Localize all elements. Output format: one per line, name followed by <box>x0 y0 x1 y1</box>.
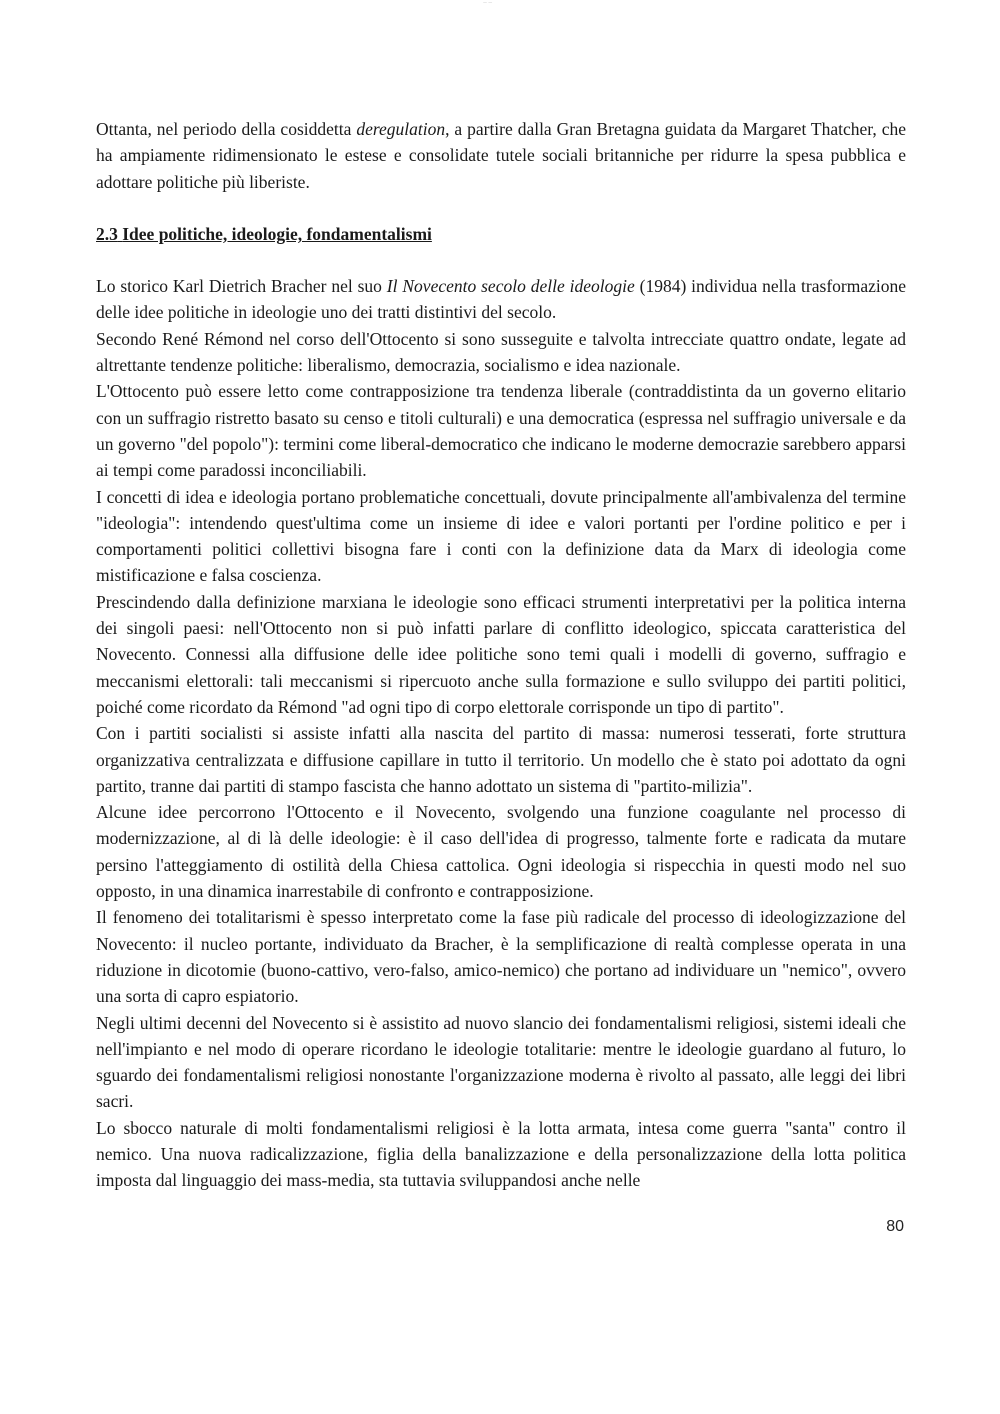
spacer <box>96 247 906 273</box>
intro-text-b: , a partire dalla Gran Bretagna guidata da Margaret Thatcher, che ha ampiamente ridimensionato le estese e consolidate tutele sociali britanniche per ridurre la spesa pubblica e adottare politiche più liberiste. <box>96 119 906 192</box>
intro-text-a: Ottanta, nel periodo della cosiddetta <box>96 119 357 139</box>
p1-book-title: Il Novecento secolo delle ideologie <box>386 276 635 297</box>
header-mark: — — <box>483 0 493 5</box>
section-heading <box>96 221 906 247</box>
paragraph: Lo sbocco naturale di molti fondamentalismi religiosi è la lotta armata, intesa come guerra "santa" contro il nemico. Una nuova radicalizzazione, figlia della banalizzazione e della personalizzazione della lotta politica imposta dal linguaggio dei mass-media, sta tuttavia sviluppandosi anche nelle <box>96 1117 906 1191</box>
intro-paragraph <box>96 116 906 195</box>
page-number: 80 <box>886 1218 904 1235</box>
paragraph: Alcune idee percorrono l'Ottocento e il Novecento, svolgendo una funzione coagulante nel processo di modernizzazione, al di là delle ideologie: è il caso dell'idea di progresso, talmente forte e radicata da mutare persino l'atteggiamento di ostilità della Chiesa cattolica. Ogni ideologia si rispecchia in questi modo nel suo opposto, in una dinamica inarrestabile di confronto e contrapposizione. <box>96 802 906 902</box>
section-number: 2.3 <box>96 223 118 244</box>
spacer <box>96 195 906 221</box>
p1-text-b: (1984) individua nella trasformazione delle idee politiche in ideologie uno dei tratti distintivi del secolo. <box>96 276 907 323</box>
paragraph: Il fenomeno dei totalitarismi è spesso interpretato come la fase più radicale del processo di ideologizzazione del Novecento: il nucleo portante, individuato da Bracher, è la semplificazione di realtà complesse operata in una riduzione in dicotomie (buono-cattivo, vero-falso, amico-nemico) che portano ad individuare un "nemico", ovvero una sorta di capro espiatorio. <box>96 907 906 1007</box>
section-title: Idee politiche, ideologie, fondamentalismi <box>122 223 432 244</box>
paragraph: I concetti di idea e ideologia portano problematiche concettuali, dovute principalmente all'ambivalenza del termine "ideologia": intendendo quest'ultima come un insieme di idee e valori portanti per l'ordine politico e per i comportamenti politici collettivi bisogna fare i conti con la definizione data da Marx di ideologia come mistificazione e falsa coscienza. <box>96 486 906 586</box>
p1-text-a: Lo storico Karl Dietrich Bracher nel suo <box>96 276 387 297</box>
paragraph: Prescindendo dalla definizione marxiana le ideologie sono efficaci strumenti interpretativi per la politica interna dei singoli paesi: nell'Ottocento non si può infatti parlare di conflitto ideologico, spiccata caratteristica del Novecento. Connessi alla diffusione delle idee politiche sono temi quali i modelli di governo, suffragio e meccanismi elettorali: tali meccanismi si ripercuoto anche sulla formazione e sullo sviluppo dei partiti politici, poiché come ricordato da Rémond "ad ogni tipo di corpo elettorale corrisponde un tipo di partito". <box>96 591 906 717</box>
paragraph: Secondo René Rémond nel corso dell'Ottocento si sono susseguite e talvolta intrecciate quattro ondate, legate ad altrettante tendenze politiche: liberalismo, democrazia, socialismo e idea nazionale. <box>96 328 906 376</box>
document-body <box>96 116 906 1194</box>
paragraph: L'Ottocento può essere letto come contrapposizione tra tendenza liberale (contraddistinta da un governo elitario con un suffragio ristretto basato su censo e titoli culturali) e una democratica (espressa nel suffragio universale e da un governo "del popolo"): termini come liberal-democratico che indicano le moderne democrazie sarebbero apparsi ai tempi come paradossi inconciliabili. <box>96 381 906 481</box>
paragraph: Con i partiti socialisti si assiste infatti alla nascita del partito di massa: numerosi tesserati, forte struttura organizzativa centralizzata e diffusione capillare in tutto il territorio. Un modello che è stato poi adottato da ogni partito, tranne dai partiti di stampo fascista che hanno adottato un sistema di "partito-milizia". <box>96 723 906 796</box>
paragraph: Negli ultimi decenni del Novecento si è assistito ad nuovo slancio dei fondamentalismi religiosi, sistemi ideali che nell'impianto e nel modo di operare ricordano le ideologie totalitarie: mentre le ideologie guardano al futuro, lo sguardo dei fondamentalismi religiosi nonostante l'organizzazione moderna è rivolto al passato, alle leggi dei libri sacri. <box>96 1012 906 1112</box>
paragraph-bracher <box>96 273 906 326</box>
intro-italic-term: deregulation <box>356 119 446 139</box>
